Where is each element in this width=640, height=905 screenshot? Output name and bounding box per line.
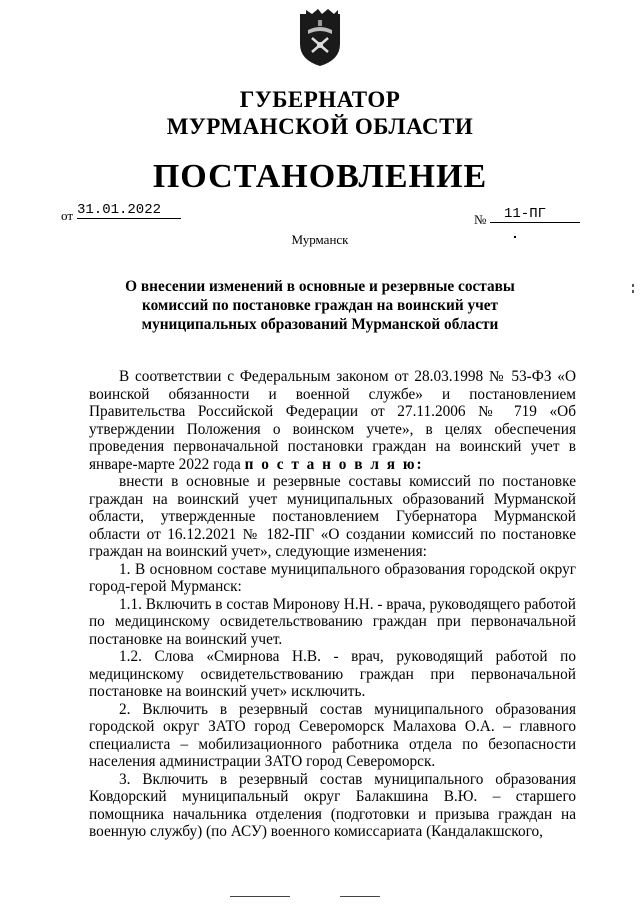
footer-line [230,896,290,897]
document-date: 31.01.2022 [77,202,181,219]
item-1: 1. В основном составе муниципального образования городской округ город-герой Мурманск: [89,560,576,595]
authority-title-line2: МУРМАНСКОЙ ОБЛАСТИ [166,114,474,139]
date-prefix: от [61,208,74,223]
footer-line [340,896,380,897]
item-3: 3. Включить в резервный состав муниципального образования Ковдорский муниципальный округ Балакшина В.Ю. – старшего помощника начальника отделения (подготовки и призыва граждан на военную службу) (по АСУ) военного комиссариата (Кандалакшского, [89,770,576,840]
document-number: 11-ПГ [490,206,580,223]
number-prefix: № [474,212,487,227]
preamble-paragraph [89,368,576,473]
margin-mark [632,284,634,300]
coat-of-arms-icon [298,8,342,68]
city: Мурманск [291,232,349,247]
item-1-1: 1.1. Включить в состав Миронову Н.Н. - врача, руководящего работой по медицинскому освидетельствованию граждан при первоначальной постановке на воинский учет. [89,595,576,648]
item-2: 2. Включить в резервный состав муниципального образования городской округ ЗАТО город Североморск Малахова О.А. – главного специалиста – мобилизационного работника отдела по безопасности населения администрации ЗАТО город Североморск. [89,700,576,770]
document-body [89,368,576,841]
authority-title-line1: ГУБЕРНАТОР [239,87,401,112]
ink-dot [514,236,516,238]
document-subject: О внесении изменений в основные и резервные составы комиссий по постановке граждан на воинский учет муниципальных образований Мурманской области [125,278,515,333]
item-1-2: 1.2. Слова «Смирнова Н.В. - врач, руководящий работой по медицинскому освидетельствованию граждан при первоначальной постановке на воинский учет» исключить. [89,648,576,700]
intro-paragraph: внести в основные и резервные составы комиссий по постановке граждан на воинский учет муниципальных образований Мурманской области, утвержденные постановлением Губернатора Мурманской области от 16.12.2021 № 182-ПГ «О создании комиссий по постановке граждан на воинский учет», следующие изменения: [89,473,576,560]
preamble-text: В соответствии с Федеральным законом от 28.03.1998 № 53-ФЗ «О воинской обязанности и военной службе» и постановлением Правительства Российской Федерации от 27.11.2006 № 719 «Об утверждении Положения о воинском учете», в целях обеспечения проведения первоначальной постановки граждан на воинский учет в январе-марте 2022 года [89,368,576,473]
document-type: ПОСТАНОВЛЕНИЕ [152,158,488,195]
decree-word: п о с т а н о в л я ю: [244,455,424,473]
